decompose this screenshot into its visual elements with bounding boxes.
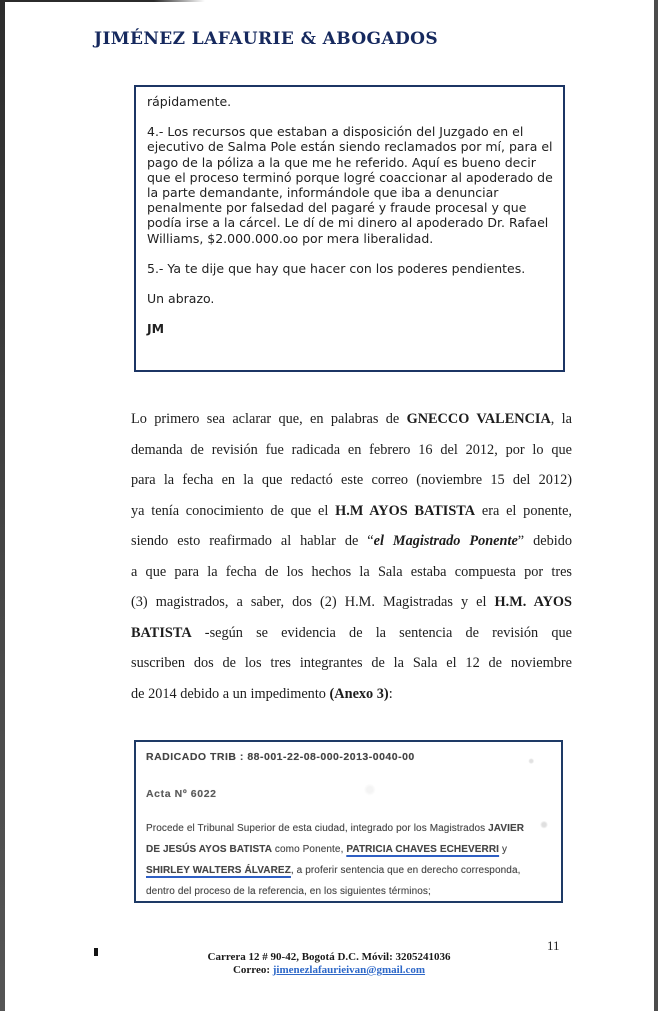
footer-email-label: Correo: [232, 964, 273, 976]
page-number: 11 [547, 938, 560, 953]
scan-acta-line: Acta Nº 6022 [146, 788, 217, 800]
quote-paragraph-4: Un abrazo. [147, 291, 215, 307]
scan-edge-right [654, 0, 658, 1011]
footer-email-link[interactable]: jimenezlafaurieivan@gmail.com [272, 964, 426, 976]
scan-radicado-line: RADICADO TRIB : 88-001-22-08-000-2013-0040-00 [146, 751, 415, 763]
quote-paragraph-2: 4.- Los recursos que estaban a disposición del Juzgado en el ejecutivo de Salma Pole están siendo reclamados por mí, para el pago de la póliza a la que me he referido. Aquí es bueno decir que el proceso terminó porque logré coaccionar al apoderado de la parte demandante, informándole que iba a denunciar penalmente por falsedad del pagaré y fraude procesal y que podía irse a la cárcel. Le dí de mi dinero al apoderado Dr. Rafael Williams, $2.000.000.oo por mera liberalidad. [147, 124, 553, 246]
body-paragraph: Lo primero sea aclarar que, en palabras de GNECCO VALENCIA, la demanda de revisión fue radicada en febrero 16 del 2012, por lo que para la fecha en la que redactó este correo (noviembre 15 del 2012) ya tenía conocimiento de que el H.M AYOS BATISTA era el ponente, siendo esto reafirmado al hablar de “el Magistrado Ponente” debido a que para la fecha de los hechos la Sala estaba compuesta por tres (3) magistrados, a saber, dos (2) H.M. Magistradas y el H.M. AYOS BATISTA -según se evidencia de la sentencia de revisión que suscriben dos de los tres integrantes de la Sala el 12 de noviembre de 2014 debido a un impedimento (Anexo 3): [131, 411, 572, 702]
scan-edge-top [0, 0, 205, 2]
scan-paragraph: Procede el Tribunal Superior de esta ciudad, integrado por los Magistrados JAVIER DE JESÚS AYOS BATISTA como Ponente, PATRICIA CHAVES ECHEVERRI y SHIRLEY WALTERS ÁLVAREZ, a proferir sentencia que en derecho corresponda, dentro del proceso de la referencia, en los siguientes términos; [146, 823, 525, 897]
scan-edge-left [0, 0, 5, 1011]
email-quote-box [134, 85, 565, 372]
quote-paragraph-1: rápidamente. [147, 94, 232, 109]
scanned-document-box [134, 740, 563, 903]
footer-address: Carrera 12 # 90-42, Bogotá D.C. Móvil: 3205241036 [207, 951, 451, 963]
quote-paragraph-3: 5.- Ya te dije que hay que hacer con los poderes pendientes. [147, 260, 526, 276]
footer-email-line [0, 964, 658, 976]
firm-name-header: JIMÉNEZ LAFAURIE & ABOGADOS [94, 29, 439, 49]
quote-signature: JM [147, 321, 165, 337]
